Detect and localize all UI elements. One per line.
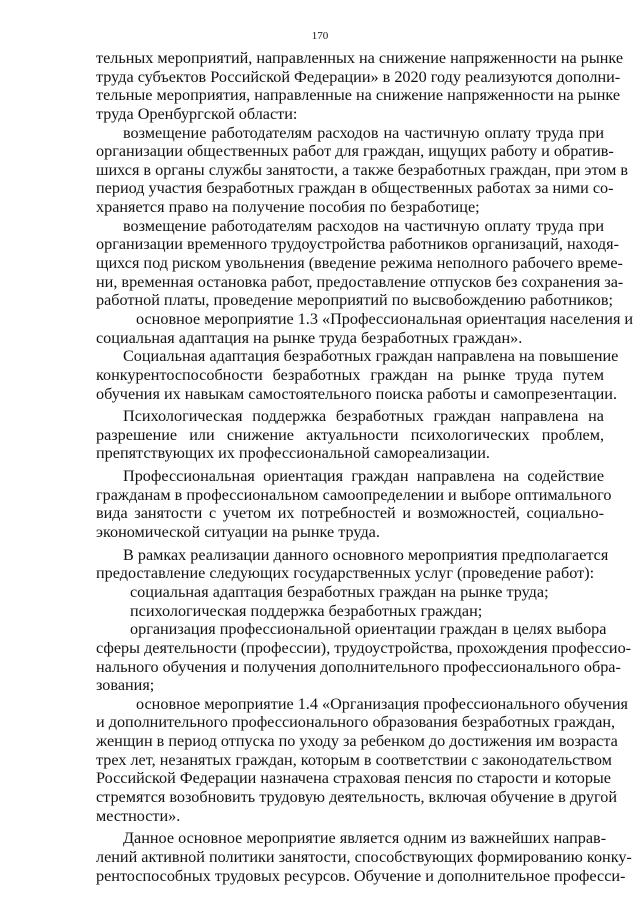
text-line: работной платы, проведение мероприятий по высвобождению работников; — [96, 291, 613, 310]
text-line: основное мероприятие 1.3 «Профессиональная ориентация населения и — [136, 309, 634, 328]
text-line: женщин в период отпуска по уходу за ребенком до достижения им возраста — [96, 732, 618, 751]
text-line: социальная адаптация безработных граждан на рынке труда; — [130, 582, 549, 601]
text-line: организации временного трудоустройства работников организаций, находя- — [96, 235, 619, 254]
text-line: гражданам в профессиональном самоопределении и выборе оптимального — [96, 485, 612, 504]
text-line: основное мероприятие 1.4 «Организация профессионального обучения — [136, 694, 628, 713]
text-line: организации общественных работ для граждан, ищущих работу и обратив- — [96, 142, 614, 161]
text-line: лений активной политики занятости, способствующих формированию конку- — [96, 847, 632, 866]
text-line: нального обучения и получения дополнительного профессионального обра- — [96, 657, 621, 676]
text-line: щихся под риском увольнения (введение режима неполного рабочего време- — [96, 254, 623, 273]
text-line: стремятся возобновить трудовую деятельность, включая обучение в другой — [96, 787, 618, 806]
text-line: Данное основное мероприятие является одним из важнейших направ- — [123, 829, 607, 848]
text-line: организация профессиональной ориентации граждан в целях выбора — [130, 620, 607, 639]
text-line: препятствующих их профессиональной самореализации. — [96, 444, 490, 463]
text-line: местности». — [96, 806, 181, 825]
text-line: вида занятости с учетом их потребностей и возможностей, социально- — [96, 504, 604, 523]
text-line: зования; — [96, 676, 155, 695]
text-line: сферы деятельности (профессии), трудоустройства, прохождения профессио- — [96, 638, 632, 657]
text-line: обучения их навыкам самостоятельного поиска работы и самопрезентации. — [96, 384, 617, 403]
text-line: труда Оренбургской области: — [96, 104, 298, 123]
text-line: ни, временная остановка работ, предоставление отпусков без сохранения за- — [96, 272, 624, 291]
text-line: Профессиональная ориентация граждан направлена на содействие — [123, 467, 604, 486]
body-text — [96, 49, 634, 885]
text-line: тельных мероприятий, направленных на снижение напряженности на рынке — [96, 49, 624, 67]
text-line: тельные мероприятия, направленные на снижение напряженности на рынке — [96, 86, 621, 105]
text-line: храняется право на получение пособия по безработице; — [96, 198, 480, 217]
text-line: возмещение работодателям расходов на частичную оплату труда при — [123, 216, 604, 235]
text-line: Психологическая поддержка безработных граждан направлена на — [123, 407, 604, 426]
text-line: конкурентоспособности безработных граждан на рынке труда путем — [96, 365, 604, 384]
text-line: рентоспособных трудовых ресурсов. Обучение и дополнительное професси- — [96, 866, 626, 885]
text-line: возмещение работодателям расходов на частичную оплату труда при — [123, 123, 604, 142]
text-line: социальная адаптация на рынке труда безработных граждан». — [96, 328, 523, 347]
text-line: шихся в органы службы занятости, а также безработных граждан, при этом в — [96, 160, 629, 179]
text-line: предоставление следующих государственных услуг (проведение работ): — [96, 564, 595, 583]
text-line: Российской Федерации назначена страховая пенсия по старости и которые — [96, 769, 611, 788]
text-line: разрешение или снижение актуальности психологических проблем, — [96, 425, 604, 444]
text-line: трех лет, незанятых граждан, которым в соответствии с законодательством — [96, 750, 612, 769]
text-line: труда субъектов Российской Федерации» в 2020 году реализуются дополни- — [96, 67, 621, 86]
text-line: Социальная адаптация безработных граждан направлена на повышение — [123, 347, 619, 366]
text-line: В рамках реализации данного основного мероприятия предполагается — [123, 545, 609, 564]
page-number: 170 — [311, 30, 329, 42]
text-line: и дополнительного профессионального образования безработных граждан, — [96, 713, 616, 732]
text-line: экономической ситуации на рынке труда. — [96, 523, 380, 542]
text-line: психологическая поддержка безработных граждан; — [130, 601, 483, 620]
text-line: период участия безработных граждан в общественных работах за ними со- — [96, 179, 614, 198]
